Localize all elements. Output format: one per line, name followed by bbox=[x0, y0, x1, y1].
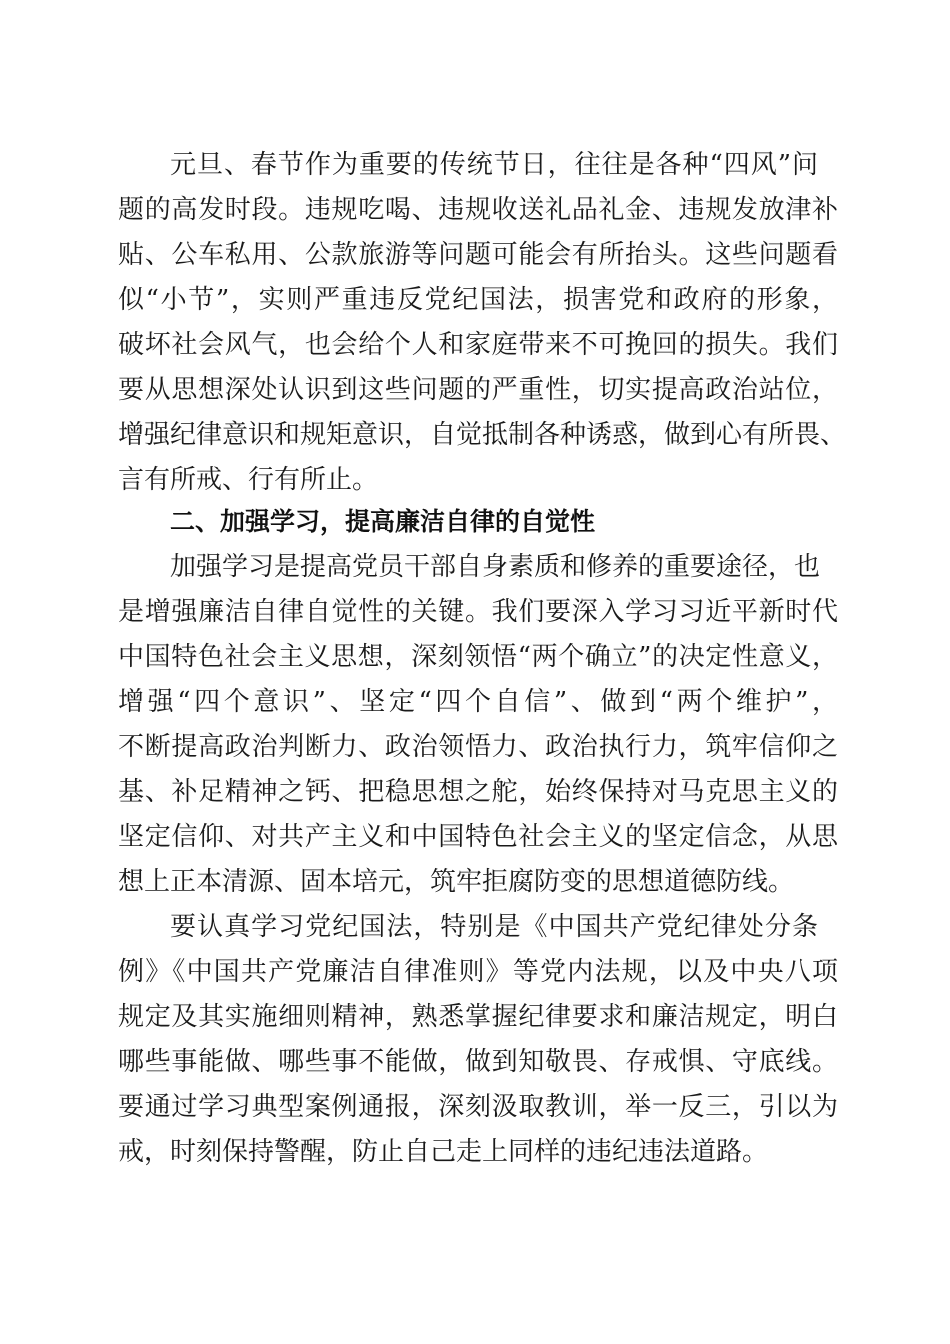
paragraph-line: 题的高发时段。违规吃喝、违规收送礼品礼金、违规发放津补 bbox=[118, 195, 838, 225]
paragraph-line: 例》《中国共产党廉洁自律准则》等党内法规，以及中央八项 bbox=[118, 957, 838, 987]
paragraph-line: 规定及其实施细则精神，熟悉掌握纪律要求和廉洁规定，明白 bbox=[118, 1002, 838, 1032]
paragraph-line: 哪些事能做、哪些事不能做，做到知敬畏、存戒惧、守底线。 bbox=[118, 1047, 838, 1077]
paragraph-line: 是增强廉洁自律自觉性的关键。我们要深入学习习近平新时代 bbox=[118, 597, 838, 627]
paragraph-line: 元旦、春节作为重要的传统节日，往往是各种“四风”问 bbox=[170, 150, 818, 180]
paragraph-line: 增强纪律意识和规矩意识，自觉抵制各种诱惑，做到心有所畏、 bbox=[118, 420, 847, 450]
paragraph-line: 要从思想深处认识到这些问题的严重性，切实提高政治站位， bbox=[118, 375, 838, 405]
section-heading: 二、加强学习，提高廉洁自律的自觉性 bbox=[170, 507, 596, 536]
paragraph-line: 要通过学习典型案例通报，深刻汲取教训，举一反三，引以为 bbox=[118, 1092, 838, 1122]
paragraph-line: 想上正本清源、固本培元，筑牢拒腐防变的思想道德防线。 bbox=[118, 867, 795, 897]
paragraph-line: 言有所戒、行有所止。 bbox=[118, 465, 379, 495]
paragraph-line: 基、补足精神之钙、把稳思想之舵，始终保持对马克思主义的 bbox=[118, 777, 838, 807]
paragraph-line: 增强“四个意识”、坚定“四个自信”、做到“两个维护”， bbox=[118, 687, 838, 717]
paragraph-line: 加强学习是提高党员干部自身素质和修养的重要途径，也 bbox=[170, 552, 821, 582]
paragraph-line: 坚定信仰、对共产主义和中国特色社会主义的坚定信念，从思 bbox=[118, 822, 838, 852]
paragraph-line: 不断提高政治判断力、政治领悟力、政治执行力，筑牢信仰之 bbox=[118, 732, 838, 762]
paragraph-line: 戒，时刻保持警醒，防止自己走上同样的违纪违法道路。 bbox=[118, 1137, 769, 1167]
paragraph-line: 贴、公车私用、公款旅游等问题可能会有所抬头。这些问题看 bbox=[118, 240, 838, 270]
paragraph-line: 要认真学习党纪国法，特别是《中国共产党纪律处分条 bbox=[170, 912, 818, 942]
paragraph-line: 中国特色社会主义思想，深刻领悟“两个确立”的决定性意义， bbox=[118, 642, 838, 672]
paragraph-line: 破坏社会风气，也会给个人和家庭带来不可挽回的损失。我们 bbox=[118, 330, 838, 360]
paragraph-line: 似“小节”，实则严重违反党纪国法，损害党和政府的形象， bbox=[118, 285, 838, 315]
